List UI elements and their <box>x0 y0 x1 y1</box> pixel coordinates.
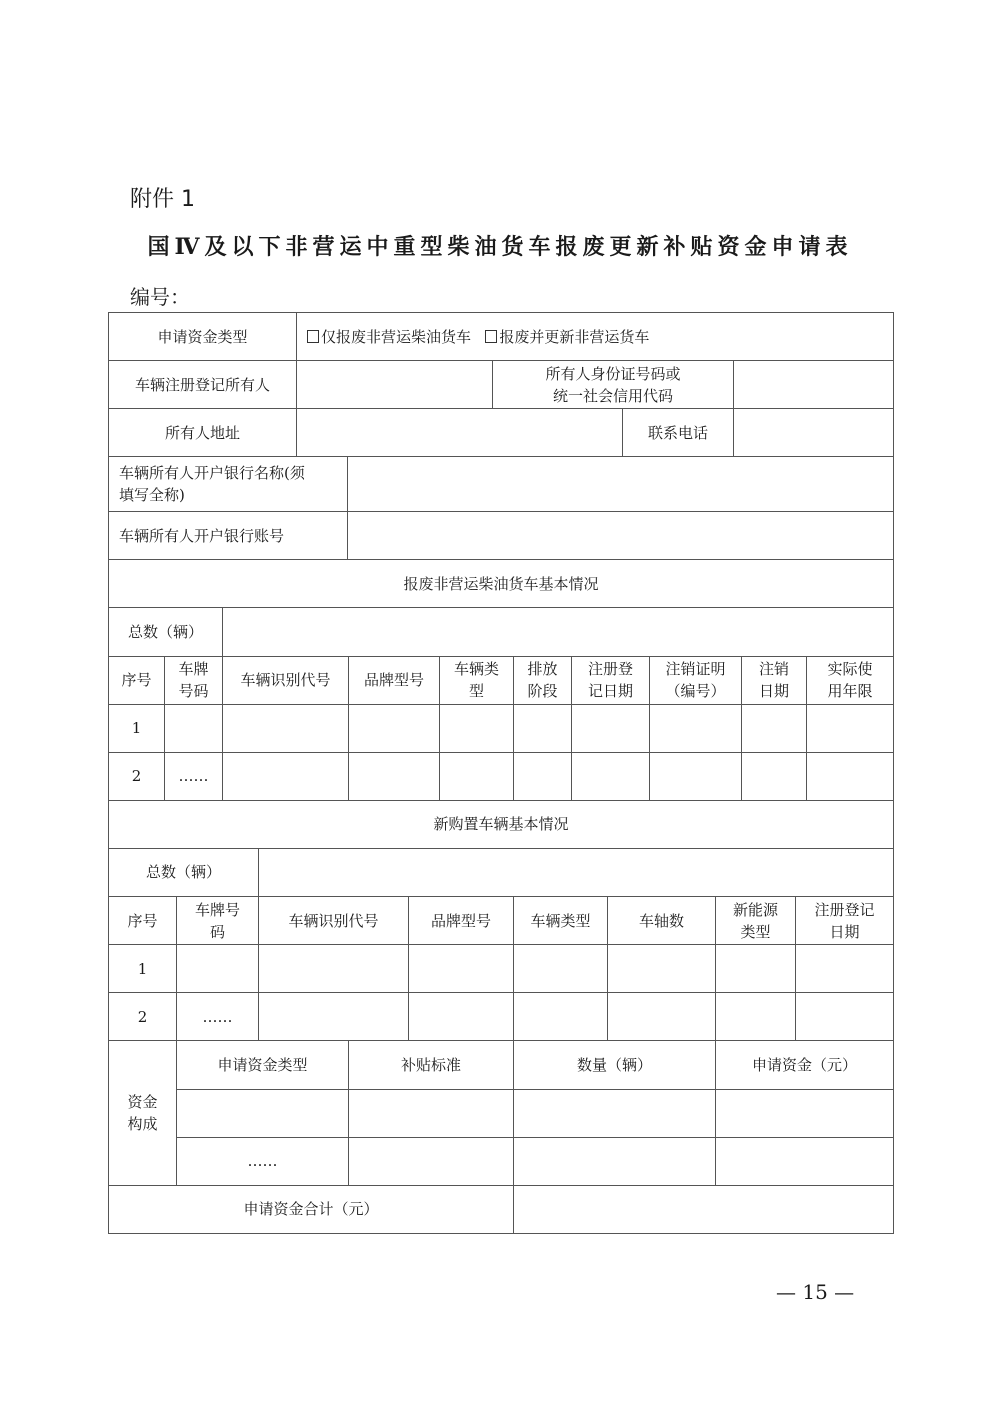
application-form <box>108 312 893 1234</box>
col-regdate: 注册登 记日期 <box>572 656 650 704</box>
cell[interactable] <box>716 993 796 1041</box>
fund-type-options <box>297 313 894 361</box>
scrap-total-label: 总数（辆） <box>109 608 223 656</box>
cell[interactable] <box>409 993 514 1041</box>
new-total-field[interactable] <box>259 849 894 897</box>
table-header-row <box>109 897 894 945</box>
phone-field[interactable] <box>734 409 894 457</box>
col-brand: 品牌型号 <box>409 897 514 945</box>
fund-total-field[interactable] <box>514 1186 894 1234</box>
attachment-label: 附件 1 <box>130 187 195 212</box>
cell[interactable] <box>572 704 650 752</box>
cell[interactable] <box>349 752 440 800</box>
col-axles: 车轴数 <box>608 897 716 945</box>
registered-owner-label: 车辆注册登记所有人 <box>109 361 297 409</box>
cell[interactable] <box>796 945 894 993</box>
cell[interactable] <box>177 945 259 993</box>
cell[interactable] <box>608 993 716 1041</box>
cell[interactable] <box>514 752 572 800</box>
cell[interactable] <box>349 1089 514 1137</box>
cell[interactable] <box>223 704 349 752</box>
registered-owner-field[interactable] <box>297 361 493 409</box>
bank-account-label: 车辆所有人开户银行账号 <box>109 512 348 560</box>
cell[interactable] <box>514 1137 716 1185</box>
cell[interactable] <box>514 993 608 1041</box>
row-seq: 2 <box>109 752 165 800</box>
col-vin: 车辆识别代号 <box>259 897 409 945</box>
col-quantity: 数量（辆） <box>514 1041 716 1089</box>
cell[interactable] <box>165 704 223 752</box>
table-row <box>109 1137 894 1185</box>
cell[interactable] <box>608 945 716 993</box>
form-title: 国Ⅳ及以下非营运中重型柴油货车报废更新补贴资金申请表 <box>147 234 853 260</box>
cell[interactable] <box>716 945 796 993</box>
cell[interactable] <box>223 752 349 800</box>
scrapped-vehicles-table <box>108 608 894 849</box>
fund-total-label: 申请资金合计（元） <box>109 1186 514 1234</box>
col-seq: 序号 <box>109 656 165 704</box>
fund-type-label: 申请资金类型 <box>109 313 297 361</box>
cell[interactable] <box>572 752 650 800</box>
col-standard: 补贴标准 <box>349 1041 514 1089</box>
col-fund-type: 申请资金类型 <box>177 1041 349 1089</box>
table-header-row <box>109 656 894 704</box>
table-row <box>109 945 894 993</box>
bank-name-field[interactable] <box>348 457 894 512</box>
new-total-label: 总数（辆） <box>109 849 259 897</box>
cell[interactable] <box>440 752 514 800</box>
cell[interactable] <box>742 752 807 800</box>
phone-label: 联系电话 <box>623 409 734 457</box>
col-seq: 序号 <box>109 897 177 945</box>
cell[interactable] <box>409 945 514 993</box>
new-section-heading: 新购置车辆基本情况 <box>109 800 894 848</box>
page-number: — 15 — <box>776 1280 855 1304</box>
cell[interactable] <box>796 993 894 1041</box>
col-brand: 品牌型号 <box>349 656 440 704</box>
checkbox-icon[interactable] <box>485 330 497 343</box>
ellipsis: …… <box>177 1137 349 1185</box>
ellipsis: …… <box>165 752 223 800</box>
cell[interactable] <box>514 945 608 993</box>
row-seq: 1 <box>109 945 177 993</box>
cell[interactable] <box>742 704 807 752</box>
scrap-total-field[interactable] <box>223 608 894 656</box>
col-plate: 车牌号 码 <box>177 897 259 945</box>
col-cert: 注销证明 （编号） <box>650 656 742 704</box>
new-vehicles-table <box>108 849 894 1042</box>
col-vin: 车辆识别代号 <box>223 656 349 704</box>
option-scrap-only[interactable]: 仅报废非营运柴油货车 <box>307 328 471 346</box>
table-row <box>109 993 894 1041</box>
scrap-section-heading: 报废非营运柴油货车基本情况 <box>109 560 894 608</box>
cell[interactable] <box>807 752 894 800</box>
cell[interactable] <box>650 704 742 752</box>
col-cancel-date: 注销 日期 <box>742 656 807 704</box>
col-amount: 申请资金（元） <box>716 1041 894 1089</box>
cell[interactable] <box>514 704 572 752</box>
id-number-label: 所有人身份证号码或 统一社会信用代码 <box>493 361 734 409</box>
cell[interactable] <box>807 704 894 752</box>
option-scrap-and-renew[interactable]: 报废并更新非营运货车 <box>485 328 649 346</box>
bank-name-label: 车辆所有人开户银行名称(须 填写全称) <box>109 457 348 512</box>
id-number-field[interactable] <box>734 361 894 409</box>
row-seq: 1 <box>109 704 165 752</box>
col-regdate: 注册登记 日期 <box>796 897 894 945</box>
cell[interactable] <box>440 704 514 752</box>
composition-label: 资金 构成 <box>109 1041 177 1185</box>
cell[interactable] <box>349 1137 514 1185</box>
col-years: 实际使 用年限 <box>807 656 894 704</box>
fund-total-table <box>108 1186 894 1235</box>
serial-label: 编号： <box>130 285 190 309</box>
cell[interactable] <box>716 1089 894 1137</box>
col-emission: 排放 阶段 <box>514 656 572 704</box>
cell[interactable] <box>259 945 409 993</box>
address-field[interactable] <box>297 409 623 457</box>
fund-composition-table <box>108 1041 894 1186</box>
checkbox-icon[interactable] <box>307 330 319 343</box>
table-row <box>109 752 894 800</box>
cell[interactable] <box>349 704 440 752</box>
owner-info-table <box>108 312 894 608</box>
cell[interactable] <box>514 1089 716 1137</box>
cell[interactable] <box>259 993 409 1041</box>
col-energy: 新能源 类型 <box>716 897 796 945</box>
ellipsis: …… <box>177 993 259 1041</box>
col-type: 车辆类型 <box>514 897 608 945</box>
table-row <box>109 1089 894 1137</box>
table-row <box>109 704 894 752</box>
col-type: 车辆类 型 <box>440 656 514 704</box>
bank-account-field[interactable] <box>348 512 894 560</box>
cell[interactable] <box>177 1089 349 1137</box>
address-label: 所有人地址 <box>109 409 297 457</box>
col-plate: 车牌 号码 <box>165 656 223 704</box>
row-seq: 2 <box>109 993 177 1041</box>
cell[interactable] <box>716 1137 894 1185</box>
cell[interactable] <box>650 752 742 800</box>
